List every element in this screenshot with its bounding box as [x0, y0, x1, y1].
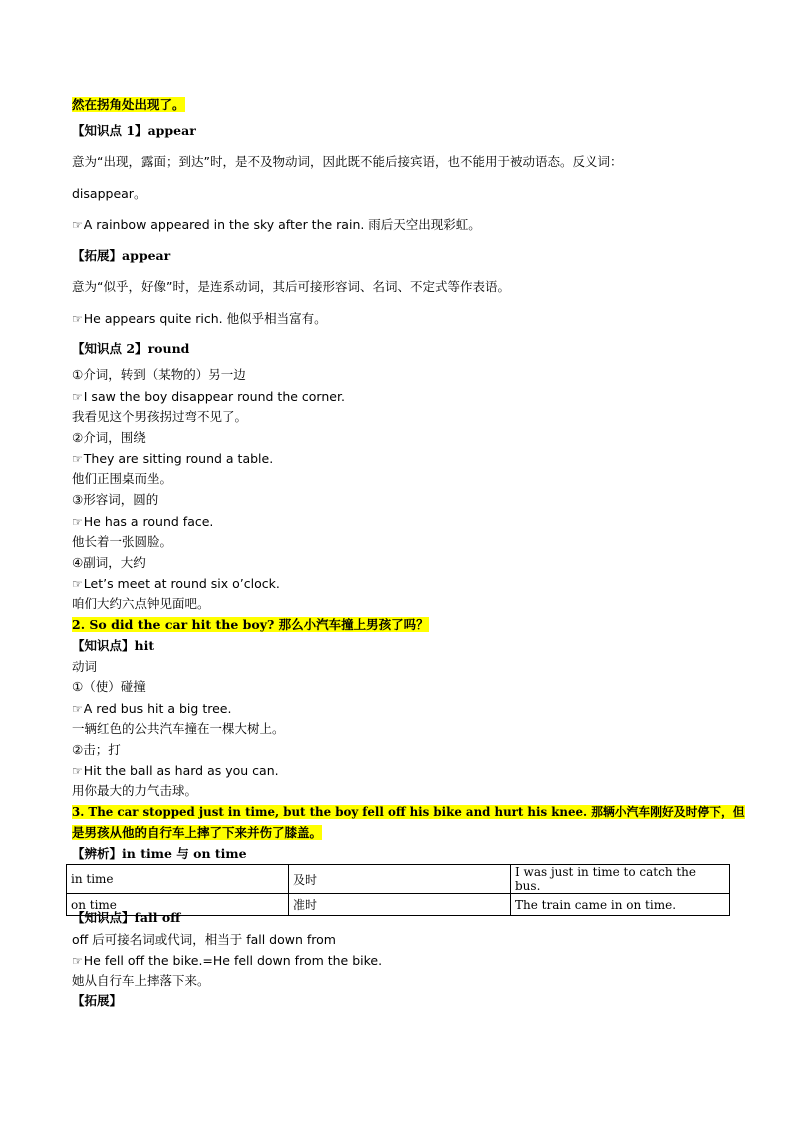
example-sentence — [72, 513, 213, 531]
example-sentence — [72, 762, 279, 780]
translation-text: 他们正围桌而坐。 — [72, 471, 173, 486]
example-text: A red bus hit a big tree. — [83, 701, 232, 716]
knowledge-point-hit-heading — [72, 637, 154, 655]
example-sentence — [72, 310, 327, 328]
example-text: Hit the ball as hard as you can. — [83, 763, 279, 778]
translation-text: 用你最大的力气击球。 — [72, 783, 198, 798]
sense-item: ②介词，围绕 — [72, 430, 146, 445]
highlighted-text: 然在拐角处出现了。 — [72, 97, 185, 112]
translation-text: 他长着一张圆脸。 — [72, 534, 173, 549]
knowledge-point-1-heading — [72, 122, 196, 140]
pointing-hand-icon: ☞ — [72, 312, 83, 326]
heading-bracket: 【知识点】 — [72, 638, 135, 653]
sentence-3-title-line-2 — [72, 824, 322, 842]
sense-item: ①（使）碰撞 — [72, 679, 146, 694]
heading-keyword: in time 与 on time — [122, 846, 247, 861]
analysis-heading — [72, 845, 247, 863]
example-sentence — [72, 700, 231, 718]
example-text: He appears quite rich. 他似乎相当富有。 — [83, 311, 327, 326]
table-cell: I was just in time to catch the bus. — [511, 865, 730, 894]
example-sentence — [72, 450, 273, 468]
example-text: He fell off the bike.=He fell down from the bike. — [83, 953, 383, 968]
pointing-hand-icon: ☞ — [72, 452, 83, 466]
sense-item: ④副词，大约 — [72, 555, 146, 570]
example-text: I saw the boy disappear round the corner. — [83, 389, 345, 404]
sense-item: ②击；打 — [72, 742, 121, 757]
example-text: They are sitting round a table. — [83, 451, 274, 466]
pointing-hand-icon: ☞ — [72, 515, 83, 529]
example-sentence — [72, 388, 345, 406]
pointing-hand-icon: ☞ — [72, 764, 83, 778]
explanation-text: 意为“似乎，好像”时，是连系动词，其后可接形容词、名词、不定式等作表语。 — [72, 279, 510, 294]
extension-heading — [72, 247, 170, 265]
knowledge-point-2-heading — [72, 340, 189, 358]
continued-line — [72, 96, 185, 114]
example-sentence — [72, 575, 280, 593]
pointing-hand-icon: ☞ — [72, 577, 83, 591]
extension-heading: 【拓展】 — [72, 993, 123, 1008]
heading-bracket: 【知识点 1】 — [72, 123, 148, 138]
heading-keyword: appear — [147, 123, 196, 138]
heading-bracket: 【辨析】 — [72, 846, 123, 861]
heading-bracket: 【知识点 2】 — [72, 341, 148, 356]
example-sentence — [72, 216, 481, 234]
table-row — [67, 865, 730, 894]
heading-bracket: 【知识点】 — [72, 910, 135, 925]
pointing-hand-icon: ☞ — [72, 954, 83, 968]
example-sentence — [72, 952, 382, 970]
table-cell: on time — [67, 894, 289, 916]
heading-bracket: 【拓展】 — [72, 248, 123, 263]
heading-keyword: fall off — [134, 910, 181, 925]
table-cell: in time — [67, 865, 289, 894]
sentence-3-title-line-1 — [72, 803, 745, 821]
sense-item: ①介词，转到（某物的）另一边 — [72, 367, 246, 382]
example-text: He has a round face. — [83, 514, 214, 529]
translation-text: 咱们大约六点钟见面吧。 — [72, 596, 210, 611]
example-text: A rainbow appeared in the sky after the rain. 雨后天空出现彩虹。 — [83, 217, 481, 232]
heading-keyword: appear — [122, 248, 171, 263]
heading-keyword: hit — [134, 638, 155, 653]
table-cell: The train came in on time. — [511, 894, 730, 916]
translation-text: 一辆红色的公共汽车撞在一棵大树上。 — [72, 721, 285, 736]
table-cell: 准时 — [289, 894, 511, 916]
explanation-text: disappear。 — [72, 186, 147, 201]
translation-text: 我看见这个男孩拐过弯不见了。 — [72, 409, 248, 424]
pointing-hand-icon: ☞ — [72, 702, 83, 716]
table-cell: 及时 — [289, 865, 511, 894]
highlighted-text: 3. The car stopped just in time, but the boy fell off his bike and hurt his knee. 那辆小汽车刚好及时停下，但 — [72, 805, 745, 819]
explanation-text: 意为“出现，露面；到达”时，是不及物动词，因此既不能后接宾语，也不能用于被动语态。反义词： — [72, 154, 623, 169]
knowledge-point-fall-off-heading — [72, 909, 180, 927]
translation-text: 她从自行车上摔落下来。 — [72, 973, 210, 988]
example-text: Let’s meet at round six o’clock. — [83, 576, 280, 591]
pointing-hand-icon: ☞ — [72, 390, 83, 404]
sentence-2-title — [72, 616, 429, 634]
highlighted-text: 是男孩从他的自行车上摔了下来并伤了膝盖。 — [72, 825, 323, 840]
heading-keyword: round — [147, 341, 190, 356]
explanation-text: off 后可接名词或代词，相当于 fall down from — [72, 932, 336, 947]
pointing-hand-icon: ☞ — [72, 218, 83, 232]
sense-item: ③形容词，圆的 — [72, 492, 159, 507]
highlighted-text: 2. So did the car hit the boy? 那么小汽车撞上男孩了吗？ — [72, 617, 429, 632]
part-of-speech: 动词 — [72, 659, 98, 674]
